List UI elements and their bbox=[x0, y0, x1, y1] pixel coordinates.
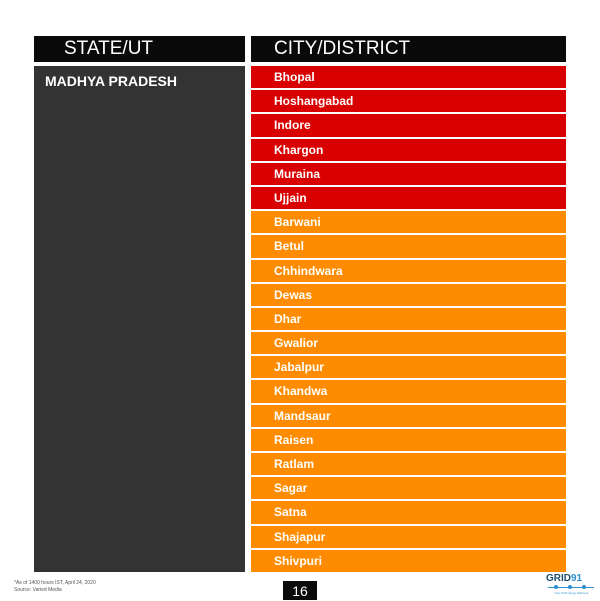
district-row-shivpuri bbox=[251, 550, 566, 572]
logo-dot-icon bbox=[568, 585, 572, 589]
logo-dot-icon bbox=[582, 585, 586, 589]
district-name: Chhindwara bbox=[274, 263, 343, 278]
state-ut-header bbox=[34, 36, 245, 62]
page-number-label: 16 bbox=[292, 583, 308, 599]
logo-tagline: Your Technology Partners bbox=[554, 591, 589, 595]
district-name: Satna bbox=[274, 505, 307, 520]
district-row-jabalpur bbox=[251, 356, 566, 378]
footnote-note: *As of 1400 hours IST, April 24, 2020 bbox=[14, 580, 96, 586]
district-row-betul bbox=[251, 235, 566, 257]
district-name: Khandwa bbox=[274, 384, 328, 399]
district-name: Bhopal bbox=[274, 70, 315, 84]
district-row-dewas bbox=[251, 284, 566, 306]
district-name: Hoshangabad bbox=[274, 94, 354, 109]
district-name: Sagar bbox=[274, 481, 308, 496]
district-row-dhar bbox=[251, 308, 566, 330]
footnote-source: Source: Varied Media bbox=[14, 587, 62, 593]
district-name: Khargon bbox=[274, 142, 324, 157]
city-district-header-label: CITY/DISTRICT bbox=[274, 38, 411, 59]
district-row-chhindwara bbox=[251, 260, 566, 282]
district-row-gwalior bbox=[251, 332, 566, 354]
state-name: MADHYA PRADESH bbox=[45, 73, 177, 89]
district-row-sagar bbox=[251, 477, 566, 499]
district-row-hoshangabad bbox=[251, 90, 566, 112]
district-name: Dhar bbox=[274, 311, 302, 326]
district-row-ujjain bbox=[251, 187, 566, 209]
district-row-khargon bbox=[251, 139, 566, 161]
district-name: Ujjain bbox=[274, 190, 307, 205]
district-row-bhopal bbox=[251, 66, 566, 88]
district-name: Shivpuri bbox=[274, 553, 323, 568]
district-row-indore bbox=[251, 114, 566, 136]
district-name: Jabalpur bbox=[274, 360, 325, 375]
logo-number: 91 bbox=[571, 573, 583, 584]
district-row-muraina bbox=[251, 163, 566, 185]
grid91-logo bbox=[546, 574, 596, 596]
district-name: Dewas bbox=[274, 287, 313, 302]
district-row-khandwa bbox=[251, 380, 566, 402]
district-row-ratlam bbox=[251, 453, 566, 475]
logo-text bbox=[546, 574, 596, 584]
page-number bbox=[283, 581, 317, 600]
district-row-mandsaur bbox=[251, 405, 566, 427]
district-name: Gwalior bbox=[274, 336, 319, 351]
district-name: Shajapur bbox=[274, 529, 326, 544]
district-row-satna bbox=[251, 501, 566, 523]
state-cell bbox=[34, 66, 245, 572]
district-name: Betul bbox=[274, 239, 304, 254]
district-name: Mandsaur bbox=[274, 408, 331, 423]
logo-word: GRID bbox=[546, 573, 571, 584]
footnote bbox=[14, 580, 96, 594]
district-name: Ratlam bbox=[274, 457, 315, 471]
logo-dot-icon bbox=[554, 585, 558, 589]
district-row-barwani bbox=[251, 211, 566, 233]
district-row-raisen bbox=[251, 429, 566, 451]
district-name: Muraina bbox=[274, 166, 321, 181]
district-name: Barwani bbox=[274, 215, 321, 230]
city-district-header bbox=[251, 36, 566, 62]
district-row-shajapur bbox=[251, 526, 566, 548]
district-list bbox=[251, 66, 566, 574]
district-name: Raisen bbox=[274, 432, 314, 447]
district-name: Indore bbox=[274, 118, 311, 133]
state-ut-header-label: STATE/UT bbox=[64, 38, 154, 59]
